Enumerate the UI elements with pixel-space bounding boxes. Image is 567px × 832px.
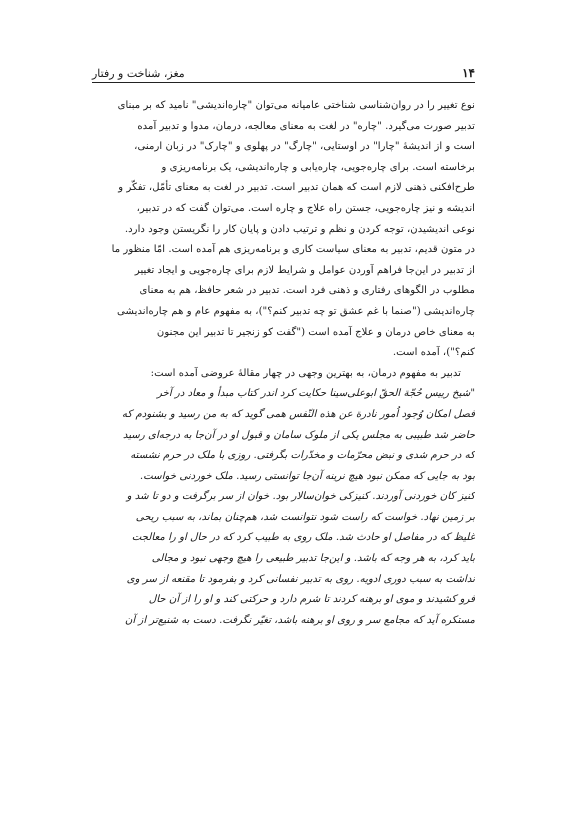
text-line: نوعی اندیشیدن، توجه کردن و نظم و ترتیب دادن و پایان کار را نگریستن وجود دارد. [124,223,475,235]
text-line: بود به جایی که ممکن نبود هیچ نرینه آن‌جا توانستی رسید. ملک خوردنی خواست. [139,470,475,482]
text-line: حاضر شد طبیبی به مجلس یکی از ملوک سامان و قبول او در آن‌جا به درجه‌ای رسید [122,429,475,441]
text-line: تدبیر صورت می‌گیرد. "چاره" در لغت به معنای معالجه، درمان، مدوا و تدبیر آمده [137,120,475,132]
body-text [92,96,475,631]
text-line: برخاسته است. برای چاره‌جویی، چاره‌یابی و چاره‌اندیشی، یک برنامه‌ریزی و [161,161,475,173]
text-line: نداشت به سبب دوری ادویه. روی به تدبیر نفسانی کرد و بفرمود تا مقنعه از سر وی [126,573,475,585]
text-line: تدبیر به مفهوم درمان، به بهترین وجهی در چهار مقالهٔ عروضی آمده است: [150,367,461,379]
text-line: مطلوب در الگوهای رفتاری و ذهنی فرد است. تدبیر در شعر حافظ، هم به معنای [139,285,475,297]
text-line: غلیظ که در مفاصل او حادث شد. ملک روی به طبیب کرد که در حال او را معالجت [131,532,475,544]
text-line: چاره‌اندیشی ("صنما با غم عشق تو چه تدبیر کنم؟")، به مفهوم عام و هم چاره‌اندیشی [117,305,475,317]
paragraph-1 [92,96,475,364]
text-line: فصل امکان وُجود اُمور نادرة عن هذه النّفس همی گوید که به من رسید و بشنودم که [121,408,475,420]
text-line: مستکره آید که مجامع سر و روی او برهنه باشد، تغیّر نگرفت. دست به شنیع‌تر از آن [124,614,475,626]
text-line: اندیشه و نیز چاره‌جویی، جستن راه علاج و چاره است. می‌توان گفت که در تدبیر، [136,202,475,214]
text-line: است و از اندیشهٔ "چارا" در اوستایی، "چارگ" در پهلوی و "چارک" در زبان ارمنی، [134,141,475,153]
quote-paragraph [92,384,475,631]
text-line: که در حرم شدی و نبض محرّمات و مخدّرات بگرفتی. روزی با ملک در حرم نشسته [130,450,475,462]
text-line: "شیخ رییس حُجّة الحقّ ابوعلی‌سینا حکایت کرد اندر کتاب مبدأ و معاد در آخر [156,388,475,400]
text-line: کنم؟")، آمده است. [392,347,475,359]
paragraph-2 [92,364,475,385]
text-line: بر زمین نهاد. خواست که راست شود نتوانست شد، هم‌چنان بماند، به سبب ریحی [135,511,475,523]
text-line: نوع تغییر را در روان‌شناسی شناختی عامیانه می‌توان "چاره‌اندیشی" نامید که بر مبنای [117,100,475,111]
text-line: کنیز کان خوردنی آوردند. کنیزکی خوان‌سالار بود. خوان از سر برگرفت و دو تا شد و [126,491,475,503]
page-header [92,58,475,80]
text-line: از تدبیر در این‌جا فراهم آوردن عوامل و شرایط لازم برای چاره‌جویی و ایجاد تغییر [134,264,475,276]
text-line: باید کرد، به هر وجه که باشد. و این‌جا تدبیر طبیعی را هیچ وجهی نبود و مجالی [151,553,475,565]
text-line: به معنای خاص درمان و علاج آمده است ("گفت کو زنجیر تا تدبیر این مجنون [156,326,475,338]
page-number: ۱۴ [462,66,475,80]
text-line: در متون قدیم، تدبیر به معنای سیاست کاری و برنامه‌ریزی هم آمده است. امّا منظور ما [111,244,475,256]
running-title: مغز، شناخت و رفتار [92,67,185,80]
text-line: طرح‌افکنی ذهنی لازم است که همان تدبیر است. تدبیر در لغت به معنای تأمّل، تفکّر و [118,182,475,194]
header-rule [92,82,475,83]
text-line: فرو کشیدند و موی او برهنه کردند تا شرم دارد و حرکتی کند و او را از آن حال [148,594,475,606]
